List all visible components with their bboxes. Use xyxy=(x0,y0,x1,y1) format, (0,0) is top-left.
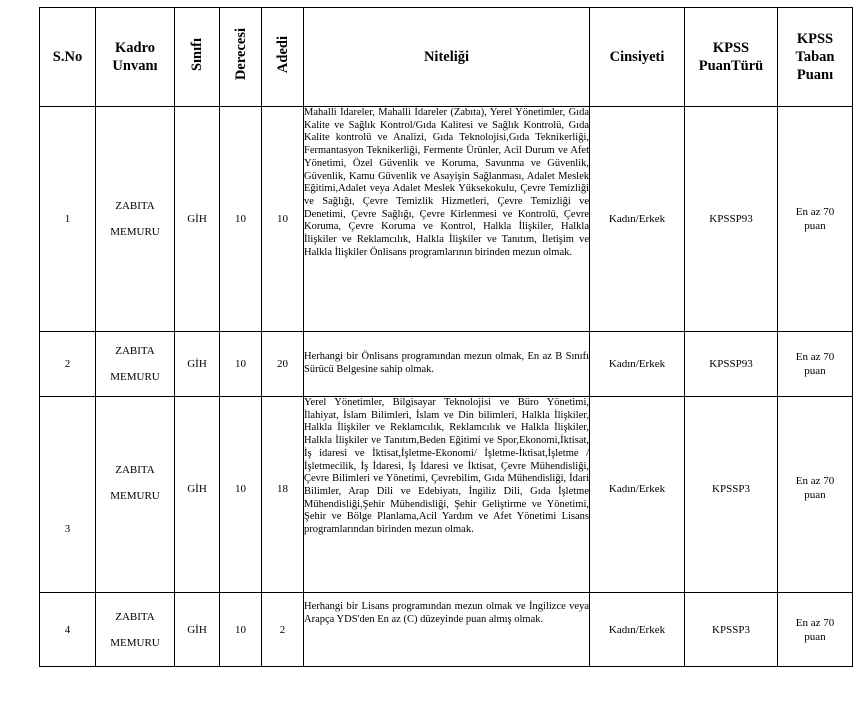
cell-taban-puani: En az 70 puan xyxy=(778,593,853,667)
cell-unvan: ZABITA MEMURU xyxy=(96,107,175,332)
cell-sno: 3 xyxy=(40,397,96,593)
cell-cinsiyeti: Kadın/Erkek xyxy=(590,593,685,667)
cell-adedi: 20 xyxy=(262,332,304,397)
cell-unvan: ZABITA MEMURU xyxy=(96,397,175,593)
table-row xyxy=(40,397,853,593)
header-derecesi-label: Derecesi xyxy=(232,28,249,81)
cell-kpss-puan-turu: KPSSP93 xyxy=(685,107,778,332)
cell-niteligi: Herhangi bir Önlisans programından mezun olmak, En az B Sınıfı Sürücü Belgesine sahip olmak. xyxy=(304,332,590,397)
cell-derecesi: 10 xyxy=(220,332,262,397)
cell-taban-puani: En az 70 puan xyxy=(778,332,853,397)
header-kadro-unvani: Kadro Unvanı xyxy=(96,8,175,107)
table-row xyxy=(40,332,853,397)
cell-niteligi: Yerel Yönetimler, Bilgisayar Teknolojisi ve Büro Yönetimi, İlahiyat, İslam Bilimleri, İslam ve Din bilimleri, Halkla İlişkiler, Halkla İlişkiler ve Reklamcılık, Reklamcılık ve Halkla İlişkiler, Halkla İlişkiler ve Tanıtım,Beden Eğitimi ve Spor,Ekonomi,İktisat, İş idaresi ve İktisat,İşletme-Ekonomi/ İşletme-İktisat,İşletme / İşletmecilik, İş İdaresi, İş İdaresi ve İktisat, Çevre Mühendisliği, Çevre Bilimleri ve Yönetimi, Çevrebilim, Gıda Mühendisliği, İdari Bilimler, Arap Dili ve Edebiyatı, İngiliz Dili, Gıda İşletme Mühendisliği,Şehir Mühendisliği, Şehir Geliştirme ve Yönetimi, Şehir ve Bölge Planlama,Acil Yardım ve Afet Yönetimi Lisans programlarından birinden mezun olmak. xyxy=(304,397,590,593)
header-sinifi xyxy=(175,8,220,107)
header-sno: S.No xyxy=(40,8,96,107)
header-niteligi: Niteliği xyxy=(304,8,590,107)
cell-taban-puani: En az 70 puan xyxy=(778,107,853,332)
cell-sinifi: GİH xyxy=(175,107,220,332)
cell-niteligi: Mahalli İdareler, Mahalli İdareler (Zabıta), Yerel Yönetimler, Gıda Kalite ve Sağlık Kontrol/Gıda Kalitesi ve Sağlık Kontrolü, Gıda Kalite kontrolü ve Analizi, Gıda Teknolojisi,Gıda Teknikerliği, Fermantasyon Teknikerliği, Fermente Ürünler, Acil Durum ve Afet Yönetimi, Özel Güvenlik ve Koruma, Savunma ve Güvenlik, Güvenlik, Kamu Güvenlik ve Asayişin Sağlanması, Adalet Meslek Eğitimi,Adalet veya Adalet Meslek Yüksekokulu, Çevre Temizliği ve Sağlığı, Çevre Temizlik Hizmetleri, Çevre Temizliği ve Denetimi, Çevre Sağlığı, Çevre Kirlenmesi ve Kontrolü, Çevre Koruma, Çevre Koruma ve Kontrol, Halkla İlişkiler, Halkla İlişkiler ve Reklamcılık, Halkla İlişkiler ve Tanıtım, İletişim ve Halkla İlişkiler Önlisans programlarının birinden mezun olmak. xyxy=(304,107,590,332)
header-adedi-label: Adedi xyxy=(274,35,291,74)
cell-sinifi: GİH xyxy=(175,593,220,667)
header-derecesi xyxy=(220,8,262,107)
cell-kpss-puan-turu: KPSSP93 xyxy=(685,332,778,397)
cell-cinsiyeti: Kadın/Erkek xyxy=(590,332,685,397)
header-adedi xyxy=(262,8,304,107)
header-cinsiyeti: Cinsiyeti xyxy=(590,8,685,107)
cell-adedi: 10 xyxy=(262,107,304,332)
cell-adedi: 2 xyxy=(262,593,304,667)
cell-derecesi: 10 xyxy=(220,397,262,593)
cell-adedi: 18 xyxy=(262,397,304,593)
header-sinifi-label: Sınıfı xyxy=(189,37,205,72)
cell-sno: 2 xyxy=(40,332,96,397)
cell-sno: 4 xyxy=(40,593,96,667)
cell-derecesi: 10 xyxy=(220,107,262,332)
header-kpss-taban-puani: KPSS Taban Puanı xyxy=(778,8,853,107)
cell-unvan: ZABITA MEMURU xyxy=(96,332,175,397)
cell-sinifi: GİH xyxy=(175,332,220,397)
table-row xyxy=(40,107,853,332)
cell-unvan: ZABITA MEMURU xyxy=(96,593,175,667)
cell-kpss-puan-turu: KPSSP3 xyxy=(685,397,778,593)
header-row xyxy=(40,8,853,107)
cell-cinsiyeti: Kadın/Erkek xyxy=(590,397,685,593)
cell-sno: 1 xyxy=(40,107,96,332)
header-kpss-puan-turu: KPSS PuanTürü xyxy=(685,8,778,107)
cell-niteligi: Herhangi bir Lisans programından mezun olmak ve İngilizce veya Arapça YDS'den En az (C) düzeyinde puan almış olmak. xyxy=(304,593,590,667)
cell-cinsiyeti: Kadın/Erkek xyxy=(590,107,685,332)
cell-taban-puani: En az 70 puan xyxy=(778,397,853,593)
kadro-table xyxy=(39,7,853,667)
cell-kpss-puan-turu: KPSSP3 xyxy=(685,593,778,667)
cell-sinifi: GİH xyxy=(175,397,220,593)
table-row xyxy=(40,593,853,667)
cell-derecesi: 10 xyxy=(220,593,262,667)
